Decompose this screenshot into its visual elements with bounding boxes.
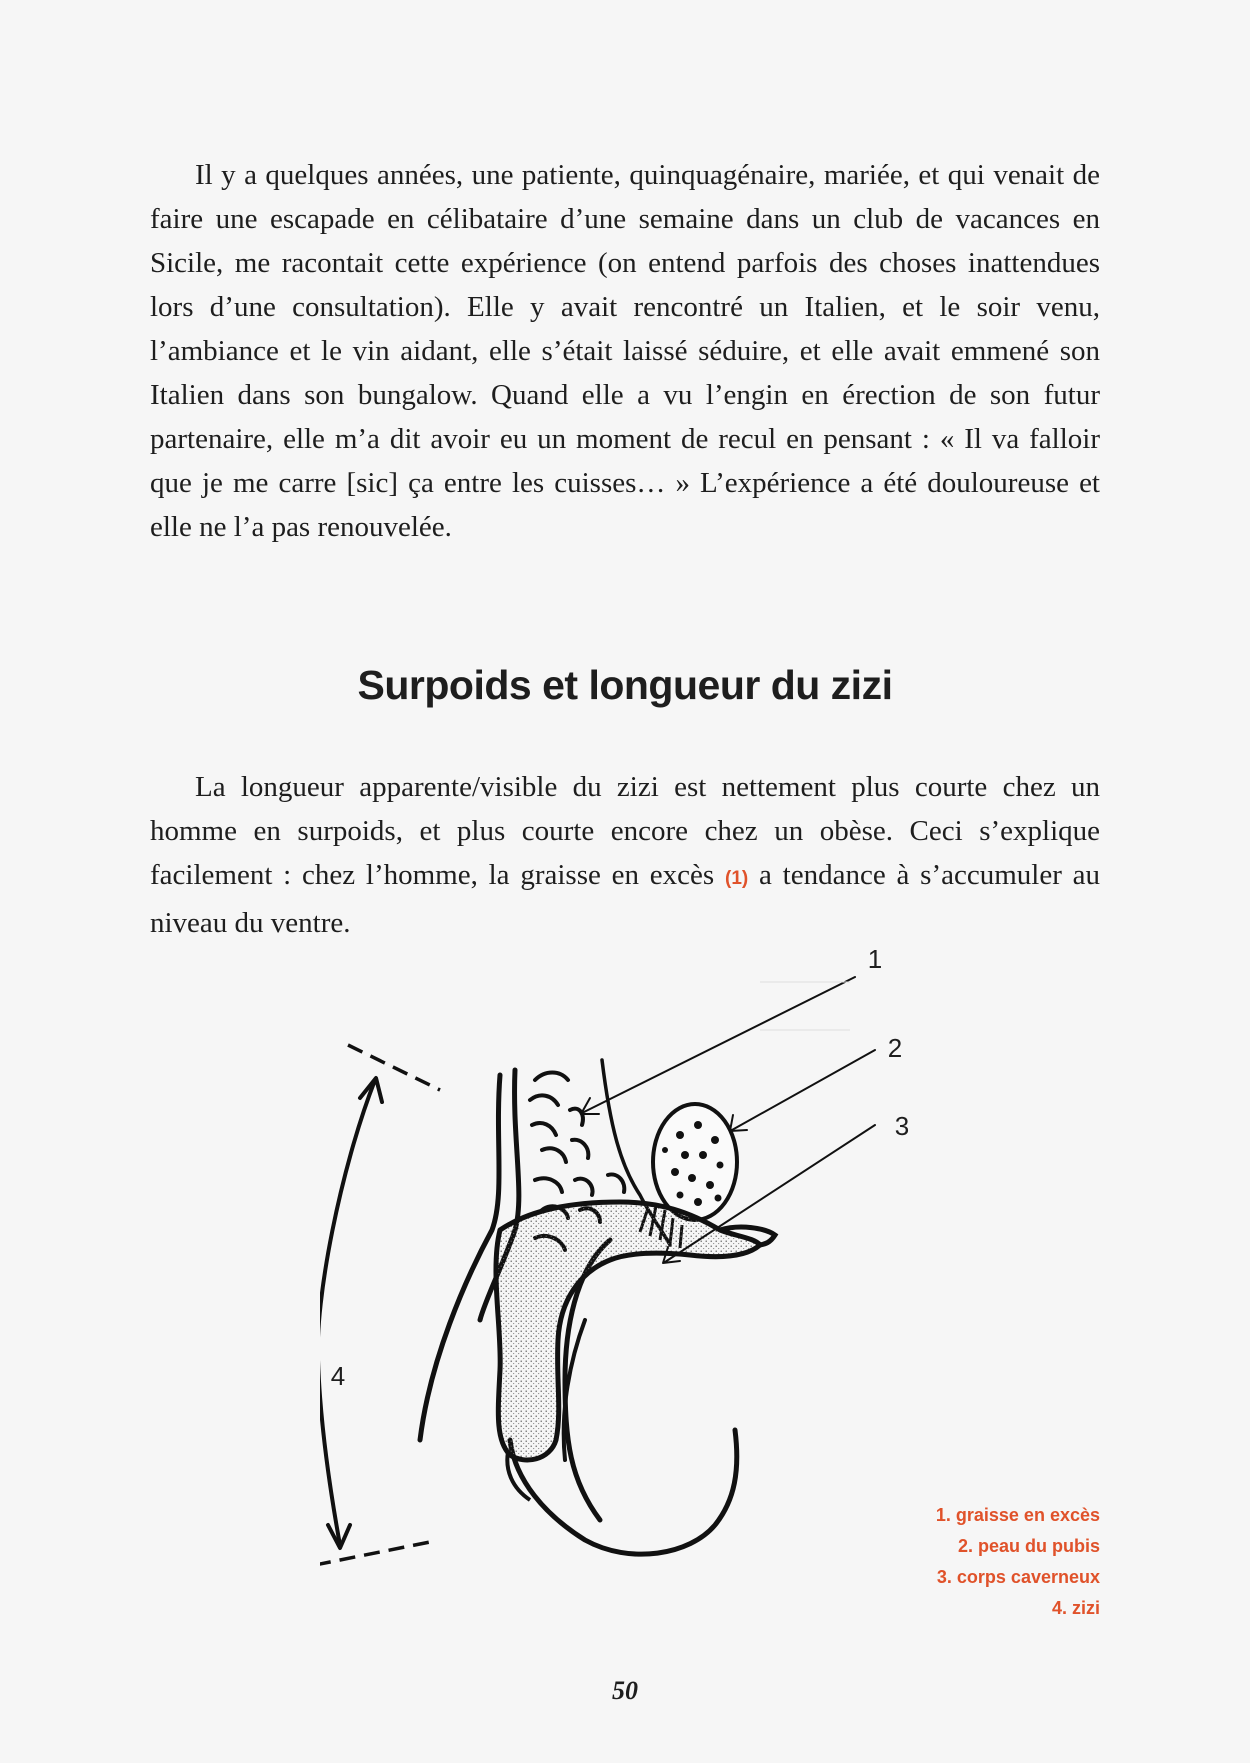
footnote-reference: (1)	[725, 868, 749, 889]
callout-1: 1	[867, 944, 883, 974]
legend-item-2: 2. peau du pubis	[957, 1536, 1100, 1556]
callout-lines-faint	[760, 982, 850, 1030]
corpus-cavernosum	[496, 1202, 760, 1460]
figure-legend	[936, 1500, 1100, 1624]
measure-arrow	[320, 1080, 375, 1545]
anatomy-illustration	[320, 940, 940, 1640]
callout-4: 4	[330, 1361, 346, 1391]
page-number: 50	[612, 1676, 638, 1705]
intro-text-part-2: a tendance à s’accumuler au niveau du ventre.	[150, 859, 1101, 939]
section-heading: Surpoids et longueur du zizi	[357, 662, 893, 708]
legend-item-4: 4. zizi	[1051, 1598, 1100, 1618]
intro-text-part-1: La longueur apparente/visible du zizi est nettement plus courte chez un homme en surpoids, et plus courte encore chez un obèse. Ceci s’explique facilement : chez l’homme, la graisse en excès	[150, 771, 1100, 891]
callout-3: 3	[894, 1111, 910, 1141]
callout-2: 2	[887, 1033, 903, 1063]
legend-item-1: 1. graisse en excès	[935, 1505, 1100, 1525]
abdomen-outline-outer	[420, 1075, 500, 1440]
intro-paragraph	[150, 765, 1100, 945]
legend-item-3: 3. corps caverneux	[936, 1567, 1100, 1587]
anecdote-paragraph: Il y a quelques années, une patiente, quinquagénaire, mariée, et qui venait de faire une escapade en célibataire d’une semaine dans un club de vacances en Sicile, me racontait cette expérience (on entend parfois des choses inattendues lors d’une consultation). Elle y avait rencontré un Italien, et le soir venu, l’ambiance et le vin aidant, elle s’était laissé séduire, et elle avait emmené son Italien dans son bungalow. Quand elle a vu l’engin en érection de son futur partenaire, elle m’a dit avoir eu un moment de recul en pensant : « Il va falloir que je me carre [sic] ça entre les cuisses… » L’expérience a été douloureuse et elle ne l’a pas renouvelée.	[150, 159, 1100, 543]
measure-top-dashes	[348, 1045, 440, 1090]
